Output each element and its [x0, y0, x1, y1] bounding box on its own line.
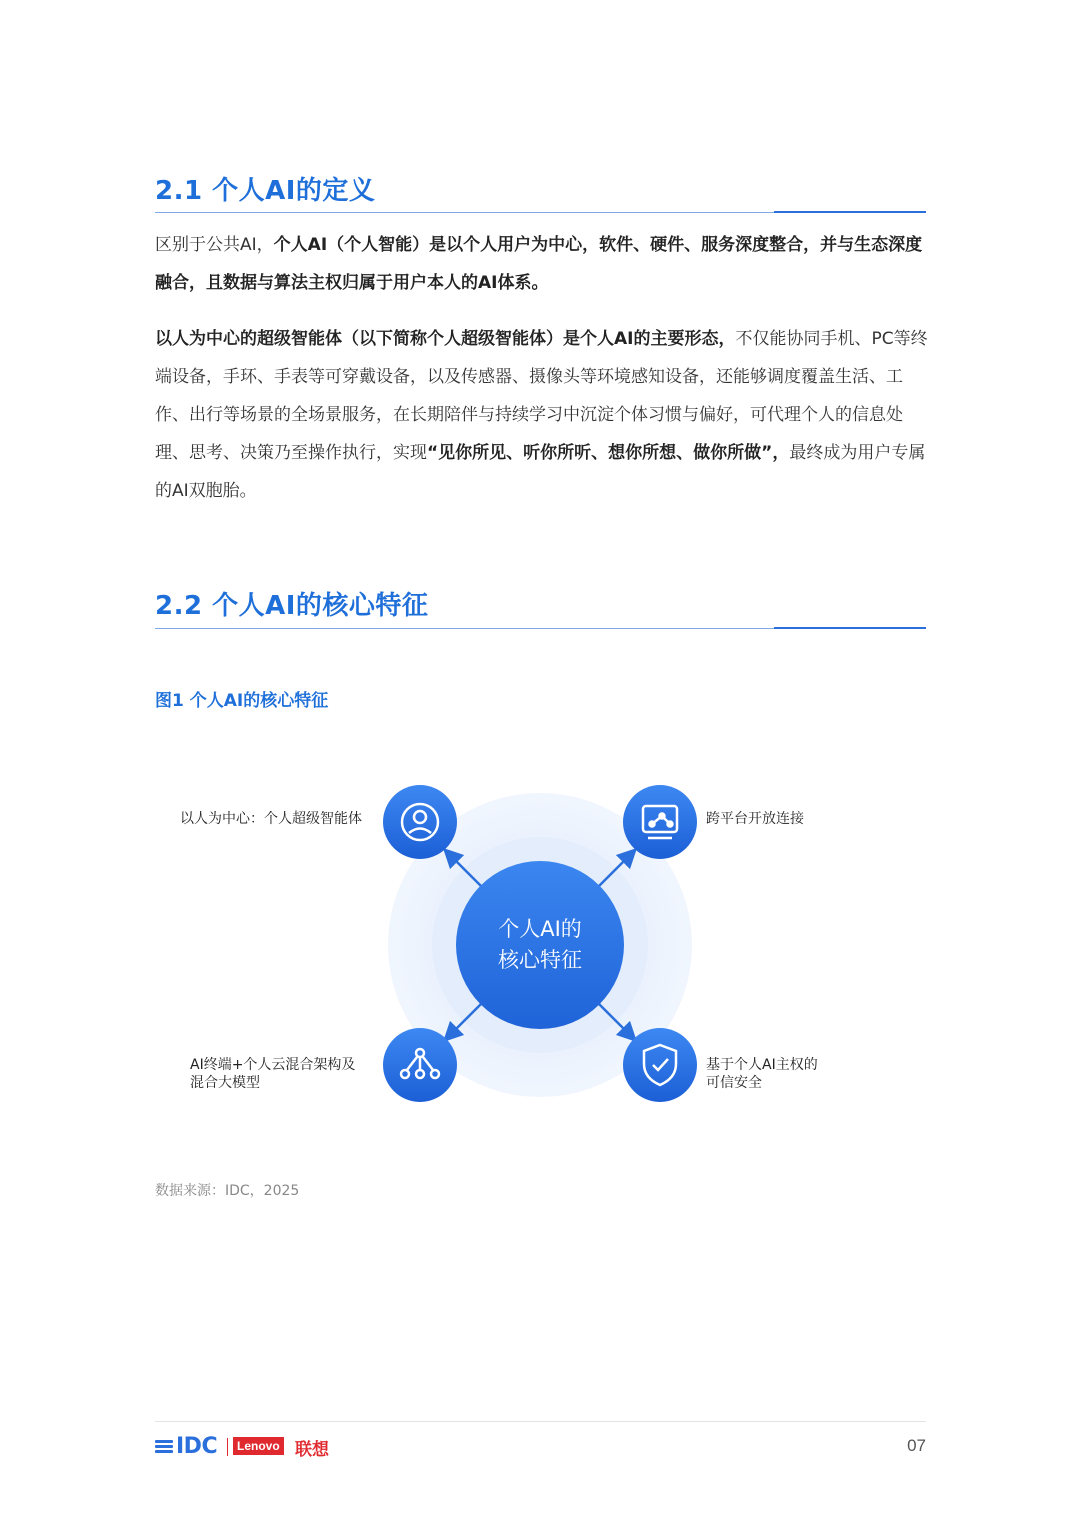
- data-source-note: 数据来源：IDC，2025: [155, 1183, 300, 1199]
- super-agent-body: 不仅能协同手机、PC等终端设备，手环、手表等可穿戴设备，以及传感器、摄像头等环境感知设备，还能够调度覆盖生活、工作、出行等场景的全场景服务，在长期陪伴与持续学习中沉淀个体习惯与偏好，可代理个人的信息处理、思考、决策乃至操作执行，实现: [155, 329, 928, 463]
- figure-title: 图1 个人AI的核心特征: [155, 691, 329, 711]
- feature-label-cross-platform: 跨平台开放连接: [706, 811, 804, 827]
- section-divider: [155, 628, 926, 629]
- feature-label-trusted-security: [706, 1056, 818, 1092]
- super-agent-paragraph: [155, 320, 930, 510]
- lenovo-chinese-logo: 联想: [295, 1440, 329, 1460]
- logo-separator: [227, 1438, 228, 1456]
- footer-divider: [155, 1421, 926, 1422]
- super-agent-quote: “见你所见、听你所听、想你所想、做你所做”，: [427, 443, 790, 463]
- definition-intro: 区别于公共AI，: [155, 235, 274, 255]
- feature-node-trusted-security: [623, 1028, 697, 1102]
- section-divider: [155, 212, 926, 213]
- section-title-definition: 2.1 个人AI的定义: [155, 176, 376, 206]
- feature-node-cross-platform: [623, 785, 697, 859]
- super-agent-ending: 最终成为用户专属的AI双胞胎。: [155, 443, 926, 501]
- definition-paragraph: [155, 226, 930, 302]
- feature-label-security-line2: 可信安全: [706, 1075, 762, 1091]
- lenovo-logo: Lenovo: [233, 1437, 284, 1455]
- page-footer: [155, 1434, 926, 1460]
- idc-logo: [155, 1434, 217, 1459]
- feature-label-hybrid-line1: AI终端+个人云混合架构及: [190, 1057, 356, 1073]
- core-features-diagram: [0, 740, 1080, 1160]
- definition-bold: 个人AI（个人智能）是以个人用户为中心，软件、硬件、服务深度整合，并与生态深度融合，且数据与算法主权归属于用户本人的AI体系。: [155, 235, 923, 293]
- feature-label-hybrid-architecture: [190, 1056, 355, 1092]
- feature-node-hybrid-architecture: [383, 1028, 457, 1102]
- feature-node-person-centric: [383, 785, 457, 859]
- idc-logo-text: IDC: [176, 1434, 218, 1459]
- feature-label-hybrid-line2: 混合大模型: [190, 1075, 260, 1091]
- idc-lines-icon: [155, 1438, 173, 1455]
- center-label-line1: 个人AI的: [498, 917, 582, 941]
- feature-label-security-line1: 基于个人AI主权的: [706, 1057, 818, 1073]
- feature-label-person-centric: 以人为中心：个人超级智能体: [180, 811, 362, 827]
- section-title-features: 2.2 个人AI的核心特征: [155, 591, 429, 621]
- center-label-line2: 核心特征: [498, 948, 582, 972]
- super-agent-bold: 以人为中心的超级智能体（以下简称个人超级智能体）是个人AI的主要形态，: [155, 329, 736, 349]
- page-number: 07: [907, 1436, 926, 1455]
- center-circle: [456, 861, 624, 1029]
- diagram-graphic: [0, 740, 1080, 1160]
